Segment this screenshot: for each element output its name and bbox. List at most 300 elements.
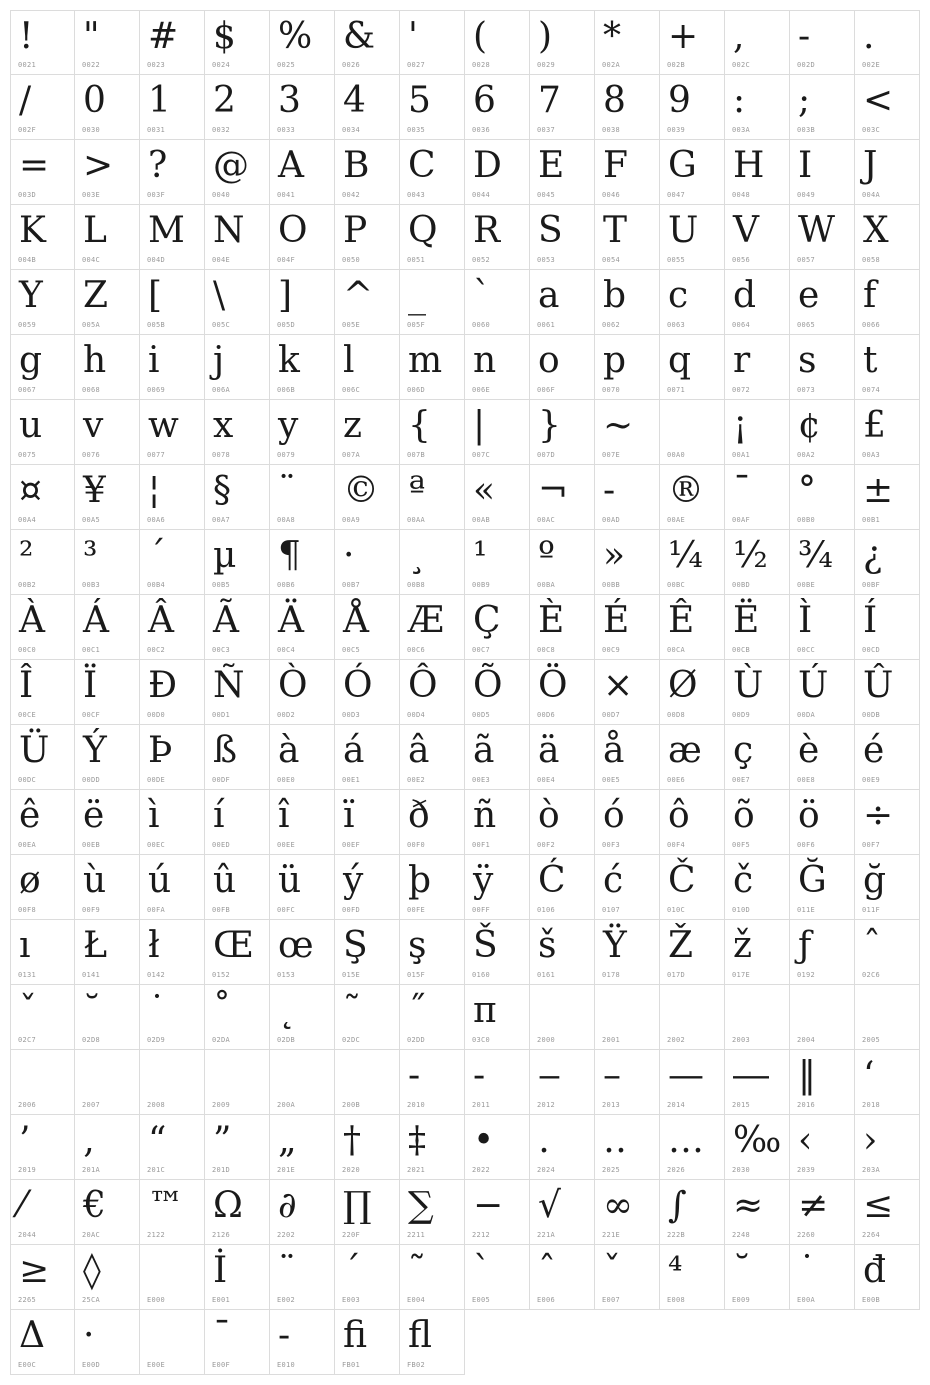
glyph-code: 00F5	[732, 841, 751, 849]
glyph-code: 005B	[147, 321, 166, 329]
glyph-code: 0042	[342, 191, 361, 199]
glyph-char: ©	[343, 470, 379, 511]
glyph-cell	[790, 400, 855, 465]
glyph-cell	[10, 1050, 75, 1115]
glyph-char: á	[343, 730, 365, 771]
glyph-cell	[335, 985, 400, 1050]
glyph-char	[213, 1052, 224, 1100]
glyph-char: "	[83, 16, 100, 57]
glyph-code: E000	[147, 1296, 166, 1304]
glyph-char: ¢	[798, 405, 821, 446]
glyph-char: A	[278, 145, 304, 186]
glyph-char: ý	[343, 860, 364, 901]
glyph-cell	[855, 140, 920, 205]
glyph-code: 2015	[732, 1101, 751, 1109]
glyph-code: 00E8	[797, 776, 816, 784]
glyph-code: 00F0	[407, 841, 426, 849]
glyph-code: 2002	[667, 1036, 686, 1044]
glyph-char: R	[473, 210, 501, 251]
glyph-code: 2010	[407, 1101, 426, 1109]
glyph-cell	[140, 1180, 205, 1245]
glyph-cell	[855, 75, 920, 140]
glyph-cell	[530, 1180, 595, 1245]
glyph-char: N	[213, 210, 245, 251]
glyph-cell	[205, 335, 270, 400]
glyph-code: 02DA	[212, 1036, 231, 1044]
glyph-char: F	[603, 145, 628, 186]
glyph-cell	[400, 270, 465, 335]
glyph-cell	[270, 140, 335, 205]
glyph-cell	[465, 270, 530, 335]
glyph-cell	[465, 205, 530, 270]
glyph-cell	[725, 920, 790, 985]
glyph-char: ş	[408, 925, 427, 966]
glyph-cell	[75, 140, 140, 205]
glyph-code: 2039	[797, 1166, 816, 1174]
glyph-char: X	[863, 210, 889, 251]
glyph-code: 203A	[862, 1166, 881, 1174]
glyph-code: 0141	[82, 971, 101, 979]
glyph-cell	[205, 920, 270, 985]
glyph-char: ﬂ	[408, 1315, 433, 1356]
glyph-char: ∂	[278, 1185, 297, 1226]
glyph-cell	[270, 10, 335, 75]
glyph-char: (	[473, 16, 488, 57]
glyph-cell	[75, 530, 140, 595]
glyph-char: Ë	[733, 600, 760, 641]
glyph-char: ı	[19, 925, 31, 966]
glyph-char: -	[603, 470, 616, 511]
glyph-cell	[790, 75, 855, 140]
glyph-char	[148, 1052, 159, 1100]
glyph-cell	[270, 855, 335, 920]
glyph-code: 0024	[212, 61, 231, 69]
glyph-code: 00E7	[732, 776, 751, 784]
glyph-cell	[660, 1245, 725, 1310]
glyph-code: 200A	[277, 1101, 296, 1109]
glyph-char: Î	[19, 665, 34, 706]
glyph-char: ö	[798, 795, 820, 836]
glyph-cell	[10, 1180, 75, 1245]
glyph-cell	[595, 140, 660, 205]
glyph-char: ‒	[538, 1055, 561, 1096]
glyph-code: 222B	[667, 1231, 686, 1239]
glyph-code: 003B	[797, 126, 816, 134]
glyph-code: 006D	[407, 386, 426, 394]
glyph-cell	[660, 10, 725, 75]
glyph-code: 0043	[407, 191, 426, 199]
glyph-cell	[660, 530, 725, 595]
glyph-cell	[10, 10, 75, 75]
glyph-code: 0050	[342, 256, 361, 264]
glyph-char: ‖	[798, 1055, 816, 1096]
glyph-code: 0029	[537, 61, 556, 69]
glyph-cell	[725, 660, 790, 725]
glyph-cell	[790, 205, 855, 270]
glyph-char: ç	[733, 730, 754, 771]
glyph-cell	[75, 1310, 140, 1375]
glyph-code: 02D8	[82, 1036, 101, 1044]
glyph-code: 0051	[407, 256, 426, 264]
glyph-code: 0028	[472, 61, 491, 69]
glyph-code: 2016	[797, 1101, 816, 1109]
glyph-code: 2018	[862, 1101, 881, 1109]
glyph-code: 006C	[342, 386, 361, 394]
glyph-cell	[595, 1050, 660, 1115]
glyph-cell	[660, 920, 725, 985]
glyph-code: 00F8	[18, 906, 37, 914]
glyph-code: 005C	[212, 321, 231, 329]
glyph-code: 2011	[472, 1101, 491, 1109]
glyph-code: E00E	[147, 1361, 166, 1369]
glyph-cell	[270, 1310, 335, 1375]
glyph-cell	[75, 465, 140, 530]
glyph-cell	[790, 1245, 855, 1310]
glyph-char: »	[603, 535, 626, 576]
glyph-cell	[75, 985, 140, 1050]
glyph-code: 2014	[667, 1101, 686, 1109]
glyph-char: −	[473, 1185, 504, 1226]
glyph-cell	[660, 400, 725, 465]
glyph-code: 00CE	[18, 711, 37, 719]
glyph-char: ˚	[213, 990, 231, 1031]
glyph-cell	[270, 75, 335, 140]
glyph-cell	[855, 1180, 920, 1245]
glyph-char: B	[343, 145, 370, 186]
glyph-char: *	[603, 16, 621, 57]
glyph-code: 00EA	[18, 841, 37, 849]
glyph-code: 0037	[537, 126, 556, 134]
glyph-char: h	[83, 340, 107, 381]
glyph-char: Õ	[473, 665, 503, 706]
glyph-cell	[790, 1050, 855, 1115]
glyph-cell	[530, 920, 595, 985]
glyph-code: 2005	[862, 1036, 881, 1044]
glyph-char: Å	[343, 600, 369, 641]
glyph-code: 0048	[732, 191, 751, 199]
glyph-code: 00EC	[147, 841, 166, 849]
glyph-code: 0027	[407, 61, 426, 69]
glyph-code: 201E	[277, 1166, 296, 1174]
glyph-cell	[205, 205, 270, 270]
glyph-cell	[10, 335, 75, 400]
glyph-cell	[335, 725, 400, 790]
glyph-char: K	[19, 210, 46, 251]
glyph-code: 0054	[602, 256, 621, 264]
glyph-char: u	[19, 405, 43, 446]
glyph-char: ğ	[863, 860, 887, 901]
glyph-cell	[660, 985, 725, 1050]
glyph-cell	[725, 1115, 790, 1180]
glyph-cell	[595, 920, 660, 985]
glyph-code: 0034	[342, 126, 361, 134]
glyph-cell	[140, 270, 205, 335]
glyph-cell	[205, 1180, 270, 1245]
glyph-code: 2265	[18, 1296, 37, 1304]
glyph-char: ¹	[473, 535, 488, 576]
glyph-char: „	[278, 1120, 297, 1161]
glyph-cell	[205, 400, 270, 465]
glyph-cell	[725, 335, 790, 400]
glyph-code: 017D	[667, 971, 686, 979]
glyph-char: œ	[278, 925, 314, 966]
glyph-char: |	[473, 405, 486, 446]
glyph-code: 00FB	[212, 906, 231, 914]
glyph-char: ·	[83, 1315, 95, 1356]
glyph-code: E002	[277, 1296, 296, 1304]
glyph-char: Œ	[213, 925, 254, 966]
glyph-char: C	[408, 145, 436, 186]
glyph-code: 00FD	[342, 906, 361, 914]
glyph-code: 005D	[277, 321, 296, 329]
glyph-cell	[530, 985, 595, 1050]
glyph-code: 0062	[602, 321, 621, 329]
glyph-code: 2021	[407, 1166, 426, 1174]
glyph-code: 2003	[732, 1036, 751, 1044]
glyph-cell	[660, 465, 725, 530]
glyph-cell	[790, 140, 855, 205]
glyph-cell	[205, 1050, 270, 1115]
glyph-cell	[205, 1115, 270, 1180]
glyph-code: 2022	[472, 1166, 491, 1174]
glyph-code: 0060	[472, 321, 491, 329]
glyph-cell	[140, 140, 205, 205]
glyph-cell	[660, 1115, 725, 1180]
glyph-char: i	[148, 340, 160, 381]
glyph-code: 00E6	[667, 776, 686, 784]
glyph-char: /	[19, 80, 32, 121]
glyph-char: ˙	[148, 990, 166, 1031]
glyph-cell	[400, 1180, 465, 1245]
glyph-char: Ó	[343, 665, 373, 706]
glyph-code: 002D	[797, 61, 816, 69]
glyph-char: ž	[733, 925, 752, 966]
glyph-cell	[140, 920, 205, 985]
glyph-char: G	[668, 145, 697, 186]
glyph-char: …	[668, 1120, 704, 1161]
glyph-char: Ž	[668, 925, 694, 966]
glyph-char	[603, 987, 614, 1035]
glyph-cell	[270, 465, 335, 530]
glyph-cell	[335, 400, 400, 465]
glyph-code: 0178	[602, 971, 621, 979]
glyph-char: p	[603, 340, 627, 381]
glyph-cell	[660, 855, 725, 920]
glyph-code: 0053	[537, 256, 556, 264]
glyph-char: ±	[863, 470, 894, 511]
glyph-cell	[10, 205, 75, 270]
glyph-char: M	[148, 210, 185, 251]
glyph-char: à	[278, 730, 300, 771]
glyph-cell	[270, 725, 335, 790]
glyph-cell	[400, 205, 465, 270]
glyph-char: ‡	[408, 1120, 426, 1161]
glyph-char: Ñ	[213, 665, 245, 706]
glyph-char: e	[798, 275, 820, 316]
glyph-code: 0069	[147, 386, 166, 394]
glyph-char: ˇ	[19, 990, 37, 1031]
glyph-code: 010D	[732, 906, 751, 914]
glyph-cell	[335, 1245, 400, 1310]
glyph-char: T	[603, 210, 628, 251]
glyph-cell	[205, 595, 270, 660]
glyph-code: 003E	[82, 191, 101, 199]
glyph-char: =	[19, 145, 50, 186]
glyph-code: 0107	[602, 906, 621, 914]
glyph-cell	[75, 920, 140, 985]
glyph-cell	[75, 335, 140, 400]
glyph-cell	[75, 205, 140, 270]
glyph-char: ˆ	[538, 1250, 556, 1291]
glyph-cell	[140, 465, 205, 530]
glyph-cell	[660, 205, 725, 270]
glyph-code: 00B5	[212, 581, 231, 589]
glyph-cell	[790, 530, 855, 595]
glyph-cell	[725, 790, 790, 855]
glyph-code: 004B	[18, 256, 37, 264]
glyph-cell	[140, 400, 205, 465]
glyph-code: 00E3	[472, 776, 491, 784]
glyph-cell	[335, 1310, 400, 1375]
glyph-cell	[530, 855, 595, 920]
glyph-cell	[75, 270, 140, 335]
glyph-code: 00AD	[602, 516, 621, 524]
glyph-code: 20AC	[82, 1231, 101, 1239]
glyph-code: 221A	[537, 1231, 556, 1239]
glyph-cell	[660, 270, 725, 335]
glyph-cell	[335, 1180, 400, 1245]
glyph-char: W	[798, 210, 836, 251]
glyph-code: 0031	[147, 126, 166, 134]
glyph-code: 00D2	[277, 711, 296, 719]
glyph-char: ”	[213, 1120, 232, 1161]
glyph-cell	[205, 790, 270, 855]
glyph-char: ⁴	[668, 1250, 683, 1291]
glyph-code: 0058	[862, 256, 881, 264]
glyph-code: E007	[602, 1296, 621, 1304]
glyph-code: 0074	[862, 386, 881, 394]
glyph-char: Ø	[668, 665, 698, 706]
glyph-char	[148, 1312, 159, 1360]
glyph-code: E008	[667, 1296, 686, 1304]
glyph-code: 0045	[537, 191, 556, 199]
glyph-cell	[725, 595, 790, 660]
glyph-cell	[140, 1115, 205, 1180]
glyph-char: 2	[213, 80, 236, 121]
glyph-cell	[205, 270, 270, 335]
glyph-cell	[335, 75, 400, 140]
glyph-cell	[595, 1245, 660, 1310]
glyph-code: 0142	[147, 971, 166, 979]
glyph-char: ²	[19, 535, 34, 576]
glyph-cell	[140, 1050, 205, 1115]
glyph-cell	[10, 270, 75, 335]
glyph-cell	[140, 855, 205, 920]
glyph-code: 2013	[602, 1101, 621, 1109]
glyph-code: 201C	[147, 1166, 166, 1174]
glyph-cell	[400, 10, 465, 75]
glyph-char: €	[83, 1185, 106, 1226]
glyph-code: 2260	[797, 1231, 816, 1239]
glyph-cell	[725, 75, 790, 140]
glyph-code: 2019	[18, 1166, 37, 1174]
glyph-cell	[140, 205, 205, 270]
glyph-cell	[140, 725, 205, 790]
glyph-code: 00AE	[667, 516, 686, 524]
glyph-char: 9	[668, 80, 691, 121]
glyph-char: ¡	[733, 405, 748, 446]
glyph-cell	[335, 920, 400, 985]
glyph-cell	[465, 855, 530, 920]
glyph-cell	[400, 920, 465, 985]
glyph-char: ﬁ	[343, 1315, 368, 1356]
glyph-cell	[400, 855, 465, 920]
glyph-code: 201D	[212, 1166, 231, 1174]
glyph-cell	[855, 725, 920, 790]
glyph-cell	[75, 75, 140, 140]
glyph-char: 4	[343, 80, 366, 121]
glyph-char: $	[213, 16, 236, 57]
glyph-cell	[335, 140, 400, 205]
glyph-char: ´	[343, 1250, 361, 1291]
glyph-char: -	[798, 16, 811, 57]
glyph-cell	[205, 10, 270, 75]
glyph-char: º	[538, 535, 555, 576]
glyph-code: 00D3	[342, 711, 361, 719]
glyph-cell	[335, 790, 400, 855]
glyph-cell	[10, 530, 75, 595]
glyph-code: 00BD	[732, 581, 751, 589]
glyph-cell	[205, 985, 270, 1050]
glyph-cell	[855, 660, 920, 725]
glyph-code: 00BE	[797, 581, 816, 589]
glyph-cell	[10, 725, 75, 790]
glyph-code: 00B9	[472, 581, 491, 589]
glyph-code: 0035	[407, 126, 426, 134]
glyph-char: Æ	[408, 600, 445, 641]
glyph-cell	[270, 1245, 335, 1310]
glyph-code: 00E9	[862, 776, 881, 784]
glyph-cell	[725, 725, 790, 790]
glyph-cell	[75, 1245, 140, 1310]
glyph-char: ƒ	[798, 925, 812, 966]
glyph-code: 2122	[147, 1231, 166, 1239]
glyph-char: “	[148, 1120, 167, 1161]
glyph-code: 0026	[342, 61, 361, 69]
glyph-code: 02DC	[342, 1036, 361, 1044]
glyph-char: Þ	[148, 730, 173, 771]
glyph-cell	[335, 660, 400, 725]
glyph-code: 0068	[82, 386, 101, 394]
glyph-char	[668, 402, 679, 450]
glyph-cell	[855, 335, 920, 400]
glyph-cell	[660, 335, 725, 400]
glyph-code: 221E	[602, 1231, 621, 1239]
glyph-char: Û	[863, 665, 894, 706]
glyph-char: 0	[83, 80, 106, 121]
glyph-char: ®	[668, 470, 704, 511]
glyph-cell	[725, 400, 790, 465]
glyph-cell	[595, 1180, 660, 1245]
glyph-cell	[140, 530, 205, 595]
glyph-char	[278, 1052, 289, 1100]
glyph-cell	[270, 335, 335, 400]
glyph-code: 015E	[342, 971, 361, 979]
glyph-char: Ğ	[798, 860, 827, 901]
glyph-char: b	[603, 275, 627, 316]
glyph-char: ø	[19, 860, 41, 901]
glyph-char: Ω	[213, 1185, 243, 1226]
